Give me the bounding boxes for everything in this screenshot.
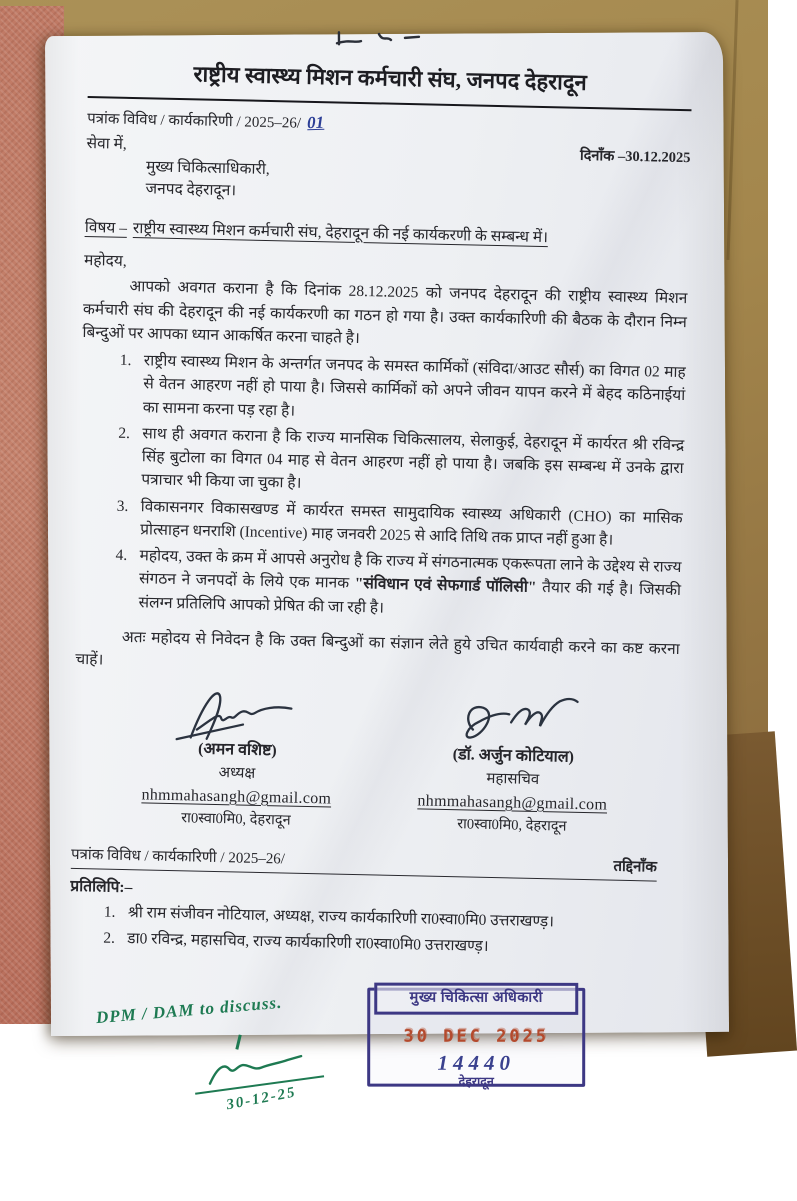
list-text-pre: महोदय, उक्त के क्रम में आपसे अनुरोध है कि राज्य में संगठनात्मक एकरूपता लाने के उद्देश्य से राज्य संगठन ने जनपदों के लिये एक मानक (138, 547, 682, 593)
stamp-office-name: मुख्य चिकित्सा अधिकारी (374, 983, 578, 1015)
signatory-email: nhmmahasangh@gmail.com (417, 792, 608, 814)
signatory-org: रा0स्वा0मि0, देहरादून (456, 816, 567, 835)
list-number: 2. (118, 424, 131, 442)
recipient-salutation: सेवा में, (86, 134, 127, 153)
secretary-signature (438, 687, 589, 752)
list-item (117, 422, 684, 504)
intro-paragraph: आपको अवगत कराना है कि दिनांक 28.12.2025 को जनपद देहरादून की राष्ट्रीय स्वास्थ्य मिशन कर्मचारी संघ की देहरादून की नई कार्यकरणी का गठन हो गया है। उक्त कार्यकारिणी की बैठक के दौरान निम्न बिन्दुओं पर आपका ध्यान आकर्षित करना चाहते है। (82, 278, 688, 347)
letter-date: दिनाँक –30.12.2025 (579, 147, 691, 166)
list-number: 1. (119, 351, 132, 370)
green-pen-tick (235, 1034, 241, 1049)
body-salutation: महोदय, (83, 252, 127, 271)
stamp-place: देहरादून (458, 1074, 494, 1089)
signatory-org: रा0स्वा0मि0, देहरादून (181, 810, 291, 829)
cardboard-seam (726, 0, 738, 260)
signature-block-president (98, 680, 377, 834)
letter-paper (45, 32, 729, 1114)
office-receipt-stamp (367, 988, 585, 1087)
stamp-date: 30 DEC 2025 (403, 1026, 550, 1047)
signature-block-secretary (374, 686, 653, 840)
green-signature-block (191, 1044, 328, 1119)
list-text-post: तैयार की गई है। जिसकी संलग्न प्रतिलिपि आपको प्रेषित की जा रही है। (138, 579, 682, 617)
annotations-zone (64, 953, 673, 1196)
policy-name-bold: "संविधान एवं सेफगार्ड पॉलिसी" (354, 575, 537, 597)
signatory-name: (डॉ. अर्जुन कोटियाल) (452, 746, 575, 767)
copy-number: 2. (103, 929, 116, 947)
address-date-row (85, 133, 690, 214)
signatory-email: nhmmahasangh@gmail.com (141, 786, 332, 808)
copy-text: डा0 रविन्द्र, महासचिव, राज्य कार्यकारिणी रा0स्वा0मि0 उत्तराखण्ड़। (127, 929, 489, 955)
copy-to-label: प्रतिलिपि:– (70, 877, 133, 897)
recipient-block (85, 133, 270, 204)
handwritten-green-note: DPM / DAM to discuss. (95, 992, 283, 1028)
signatory-role: अध्यक्ष (218, 765, 256, 783)
same-date-word: तद्दिनाँक (613, 858, 658, 876)
list-text: राष्ट्रीय स्वास्थ्य मिशन के अन्तर्गत जनपद के समस्त कार्मिकों (संविदा/आउट सौर्स) का विगत 02 माह से वेतन आहरण नहीं हो पाया है। जिससे कार्मिकों को अपने जीवन यापन करने में बेहद कठिनाईयां का सामना करना पड़ रहा है। (142, 352, 686, 420)
recipient-line: मुख्य चिकित्साधिकारी, (145, 158, 270, 178)
recipient-line: जनपद देहरादून। (145, 180, 237, 200)
stamp-diary-number: 14440 (437, 1050, 515, 1075)
closing-paragraph: अतः महोदय से निवेदन है कि उक्त बिन्दुओं का संज्ञान लेते हुये उचित कार्यवाही करने का कष्ट करना चाहें। (75, 628, 680, 669)
list-text: विकासनगर विकासखण्ड में कार्यरत समस्त सामुदायिक स्वास्थ्य अधिकारी (CHO) का मासिक प्रोत्साहन धनराशि (Incentive) माह जनवरी 2025 से आदि तिथि तक प्राप्त नहीं हुआ है। (140, 497, 683, 549)
subject-line (85, 216, 689, 252)
signature-row (72, 675, 679, 840)
signatory-role: महासचिव (486, 771, 540, 789)
list-item (114, 544, 681, 626)
subject-text: राष्ट्रीय स्वास्थ्य मिशन कर्मचारी संघ, देहरादून की नई कार्यकरणी के सम्बन्ध में। (132, 219, 549, 247)
list-item (119, 349, 686, 431)
president-signature (163, 681, 314, 746)
list-number: 4. (115, 546, 128, 565)
signatory-name: (अमन वशिष्ट) (197, 740, 277, 760)
dispatch-reference-label: पत्रांक विविध / कार्यकारिणी / 2025–26/ (70, 846, 286, 868)
list-number: 3. (116, 497, 129, 515)
reference-blank-line (285, 871, 613, 878)
copy-number: 1. (103, 903, 116, 922)
subject-label: विषय – (84, 218, 128, 237)
letter-content (20, 36, 723, 1196)
copy-text: श्री राम संजीवन नोटियाल, अध्यक्ष, राज्य कार्यकारिणी रा0स्वा0मि0 उत्तराखण्ड़। (127, 904, 555, 931)
reference-label: पत्रांक विविध / कार्यकारिणी / 2025–26/ (86, 111, 302, 132)
list-item (116, 494, 683, 553)
letterhead-title: राष्ट्रीय स्वास्थ्य मिशन कर्मचारी संघ, जनपद देहरादून (88, 53, 693, 111)
handwritten-note-date: 30-12-25 (225, 1084, 298, 1114)
list-text: साथ ही अवगत कराना है कि राज्य मानसिक चिकित्सालय, सेलाकुई, देहरादून में कार्यरत श्री रविन्द्र सिंह बुटोला का विगत 04 माह से वेतन आहरण नहीं हो पाया है। जबकि इस सम्बन्ध में उनके द्वारा पत्राचार भी किया जा चुका है। (141, 425, 685, 493)
list-text (138, 544, 681, 626)
handwritten-ref-number: 01 (306, 112, 325, 133)
